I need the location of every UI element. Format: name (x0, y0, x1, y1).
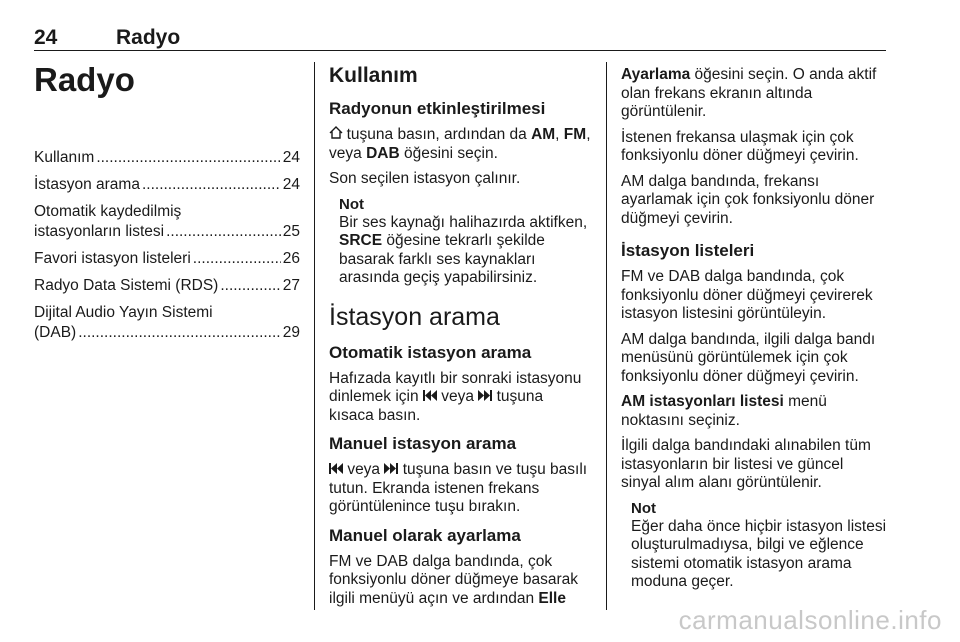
toc-entry[interactable]: Kullanım ..... 24 (34, 148, 300, 168)
paragraph: tuşuna basın, ardından da AM, FM, veya DAB öğesini seçin. (329, 126, 591, 162)
paragraph: veya tuşuna basın ve tuşu basılı tutun. Ekranda istenen frekans görüntülenince tuşu bırakın. (329, 461, 588, 515)
paragraph: İlgili dalga bandındaki alınabilen tüm istasyonların bir listesi ve güncel sinyal alım alanı görüntülenir. (621, 437, 871, 491)
home-icon (329, 127, 347, 142)
heading-station-lists: İstasyon listeleri (621, 241, 755, 260)
toc-entry[interactable]: Radyo Data Sistemi (RDS) ..... 27 (34, 276, 300, 296)
watermark: carmanualsonline.info (678, 605, 942, 635)
paragraph: Son seçilen istasyon çalınır. (329, 170, 521, 187)
toc-column (34, 58, 300, 350)
toc-entry[interactable]: Otomatik kaydedilmiş istasyonların listesi ..... 25 (34, 202, 300, 242)
page-header (34, 22, 886, 51)
paragraph: İstenen frekansa ulaşmak için çok fonksiyonlu döner düğmeyi çevirin. (621, 128, 859, 164)
heading-manual-search: Manuel istasyon arama (329, 434, 517, 453)
page-number: 24 (34, 26, 58, 49)
column-divider (314, 62, 315, 610)
paragraph: AM dalga bandında, frekansı ayarlamak için çok fonksiyonlu döner düğmeyi çevirin. (621, 172, 875, 227)
toc-entry[interactable]: Favori istasyon listeleri ..... 26 (34, 249, 300, 269)
paragraph: AM istasyonları listesi menü noktasını seçiniz. (621, 393, 827, 429)
skip-forward-icon (478, 389, 492, 404)
skip-back-icon (423, 389, 437, 404)
paragraph: Ayarlama öğesini seçin. O anda aktif olan frekans ekranın altında görüntülenir. (621, 66, 877, 120)
note-text: Bir ses kaynağı halihazırda aktifken, SRCE öğesine tekrarlı şekilde basarak farklı ses kaynakları arasında geçiş yapabilirsiniz. (339, 213, 588, 286)
note-box (329, 196, 591, 288)
content-column-3 (621, 58, 887, 599)
heading-station-search: İstasyon arama (329, 302, 500, 331)
paragraph: AM dalga bandında, ilgili dalga bandı menüsünü görüntülemek için çok fonksiyonlu döner düğmeyi çevirin. (621, 330, 876, 385)
column-divider (606, 62, 607, 610)
paragraph: FM ve DAB dalga bandında, çok fonksiyonlu döner düğmeye basarak ilgili menüyü açın ve ardından Elle (329, 552, 579, 607)
note-box (621, 500, 887, 592)
paragraph: FM ve DAB dalga bandında, çok fonksiyonlu döner düğmeyi çevirerek istasyon listesini görüntüleyin. (621, 268, 873, 322)
heading-manual-tuning: Manuel olarak ayarlama (329, 525, 521, 545)
header-section-title: Radyo (116, 26, 181, 49)
note-text: Eğer daha önce hiçbir istasyon listesi oluşturulmadıysa, bilgi ve eğlence sistemi otomatik istasyon arama moduna geçer. (631, 517, 887, 590)
toc-entry[interactable]: Dijital Audio Yayın Sistemi (DAB) ..... 29 (34, 303, 300, 343)
chapter-title: Radyo (34, 61, 135, 98)
toc-entry[interactable]: İstasyon arama ..... 24 (34, 175, 300, 195)
heading-usage: Kullanım (329, 64, 418, 87)
heading-activate-radio: Radyonun etkinleştirilmesi (329, 99, 546, 118)
skip-forward-icon (384, 462, 398, 477)
note-title: Not (631, 499, 656, 517)
paragraph: Hafızada kayıtlı bir sonraki istasyonu dinlemek için veya tuşuna kısaca basın. (329, 369, 582, 424)
note-title: Not (339, 195, 364, 213)
content-column-2 (329, 58, 591, 615)
heading-auto-search: Otomatik istasyon arama (329, 342, 532, 362)
skip-back-icon (329, 462, 343, 477)
